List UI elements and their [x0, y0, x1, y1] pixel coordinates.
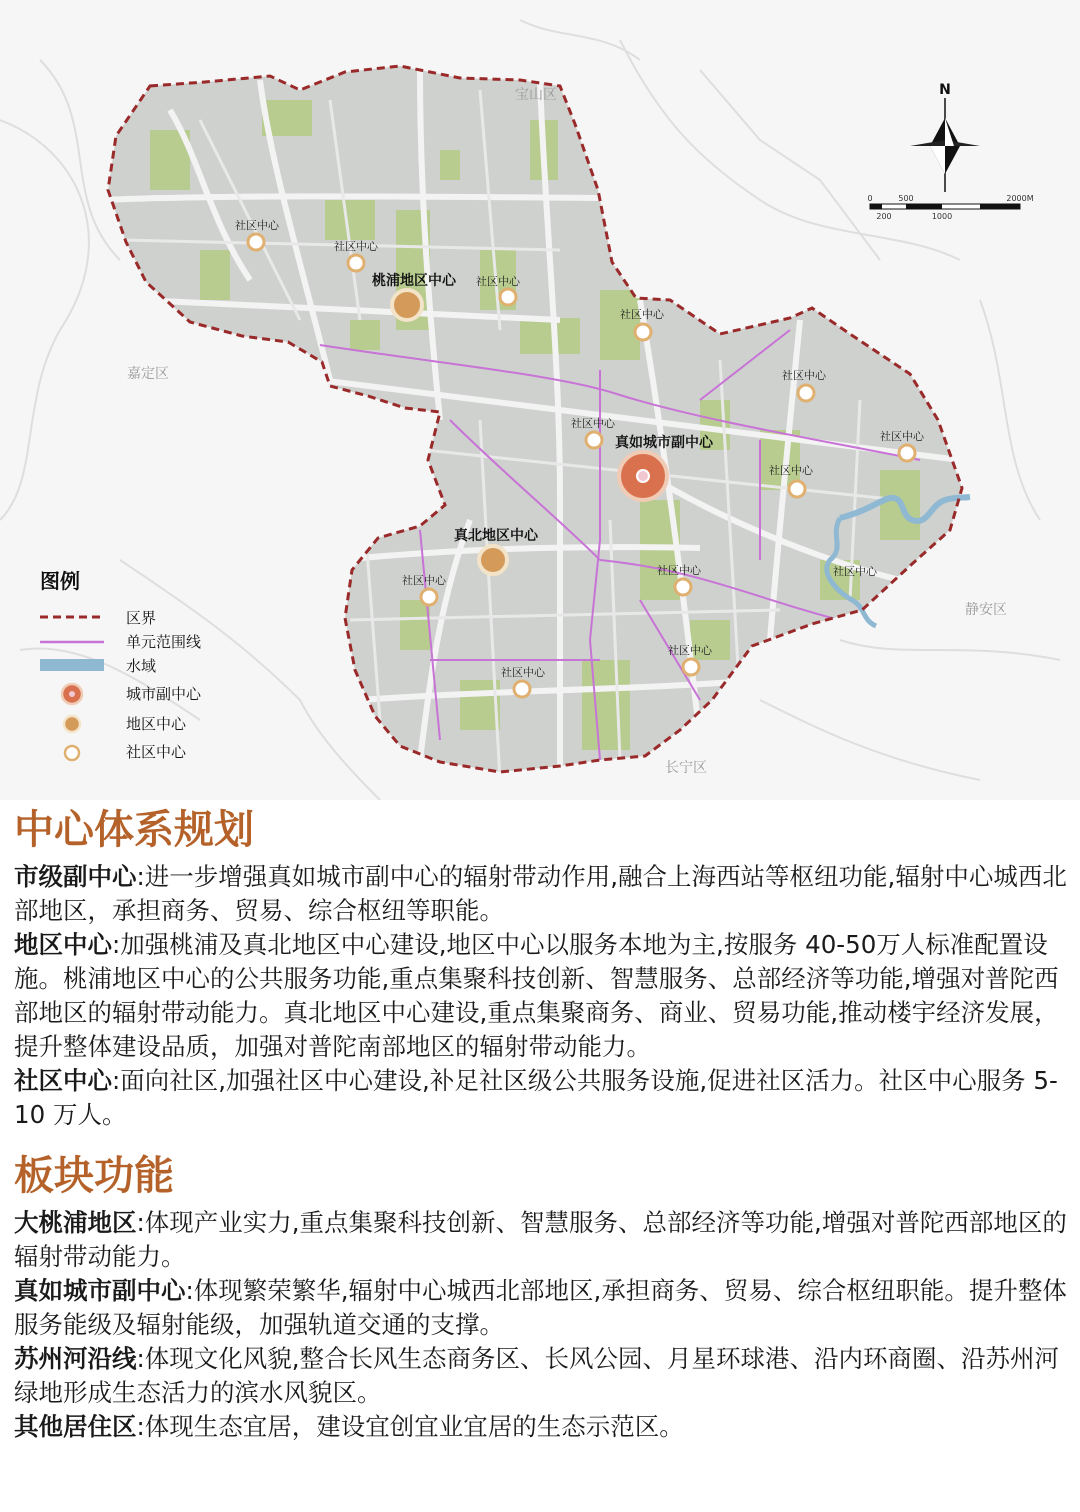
text-zhenru: :体现繁荣繁华,辐射中心城西北部地区,承担商务、贸易、综合枢纽职能。提升整体服务能级及辐射能级，加强轨道交通的支撑。 — [14, 1276, 1067, 1339]
para-residential — [14, 1410, 1070, 1444]
community-center-dot — [500, 289, 516, 305]
community-center-label: 社区中心 — [880, 430, 924, 443]
section-center-system — [14, 800, 1070, 1132]
para-city-subcenter — [14, 860, 1070, 928]
community-center-label: 社区中心 — [769, 464, 813, 477]
community-center-dot — [635, 324, 651, 340]
scale-label-2000: 2000M — [1006, 194, 1034, 203]
para-community-center — [14, 1064, 1070, 1132]
district-label-baoshan: 宝山区 — [515, 87, 557, 103]
para-taopu — [14, 1206, 1070, 1274]
community-center-dot — [899, 445, 915, 461]
district-label-jingan: 静安区 — [965, 602, 1007, 618]
text-community-center: :面向社区,加强社区中心建设,补足社区级公共服务设施,促进社区活力。社区中心服务 5-10 万人。 — [14, 1066, 1058, 1129]
community-center-label: 社区中心 — [782, 369, 826, 382]
taopu-center-label: 桃浦地区中心 — [372, 273, 456, 289]
term-district-center: 地区中心 — [14, 930, 112, 959]
district-label-changning: 长宁区 — [665, 760, 707, 776]
community-center-dot — [348, 255, 364, 271]
community-center-label: 社区中心 — [668, 644, 712, 657]
legend-label-subcenter: 城市副中心 — [126, 685, 202, 703]
community-center-dot — [789, 481, 805, 497]
text-taopu: :体现产业实力,重点集聚科技创新、智慧服务、总部经济等功能,增强对普陀西部地区的辐射带动能力。 — [14, 1208, 1067, 1271]
term-city-subcenter: 市级副中心 — [14, 862, 137, 891]
para-district-center — [14, 928, 1070, 1064]
para-zhenru — [14, 1274, 1070, 1342]
legend-label-water: 水域 — [126, 657, 157, 675]
community-center-dot — [675, 579, 691, 595]
legend-label-boundary: 区界 — [126, 609, 157, 627]
community-center-label: 社区中心 — [657, 564, 701, 577]
community-center-label: 社区中心 — [235, 219, 279, 232]
community-center-label: 社区中心 — [620, 308, 664, 321]
term-taopu: 大桃浦地区 — [14, 1208, 137, 1237]
zhenru-subcenter-label: 真如城市副中心 — [615, 435, 713, 451]
section-block-functions — [14, 1146, 1070, 1444]
legend-title: 图例 — [40, 569, 80, 593]
community-center-label: 社区中心 — [402, 574, 446, 587]
community-center-label: 社区中心 — [833, 565, 877, 578]
term-community-center: 社区中心 — [14, 1066, 112, 1095]
scale-label-500: 500 — [898, 194, 914, 203]
legend-label-unit-line: 单元范围线 — [126, 633, 202, 651]
text-suzhou-creek: :体现文化风貌,整合长风生态商务区、长风公园、月星环球港、沿内环商圈、沿苏州河绿地形成生态活力的滨水风貌区。 — [14, 1344, 1060, 1407]
para-suzhou-creek — [14, 1342, 1070, 1410]
scale-label-0: 0 — [867, 194, 873, 203]
legend-label-district-center: 地区中心 — [126, 715, 187, 733]
district-label-jiading: 嘉定区 — [127, 366, 169, 382]
community-center-label: 社区中心 — [334, 240, 378, 253]
community-center-dot — [514, 681, 530, 697]
scale-label-1000: 1000 — [931, 212, 953, 221]
community-center-label: 社区中心 — [476, 275, 520, 288]
section-title-center-system: 中心体系规划 — [14, 807, 254, 853]
zhenbei-center-label: 真北地区中心 — [454, 528, 538, 544]
north-label: N — [939, 82, 951, 98]
section-title-block-functions: 板块功能 — [14, 1153, 174, 1199]
scale-label-200: 200 — [876, 212, 892, 221]
community-center-label: 社区中心 — [501, 666, 545, 679]
term-zhenru: 真如城市副中心 — [14, 1276, 186, 1305]
article — [14, 800, 1070, 1444]
community-center-marker — [833, 564, 878, 578]
term-residential: 其他居住区 — [14, 1412, 137, 1441]
legend-label-community-center: 社区中心 — [126, 743, 187, 761]
community-center-dot — [683, 659, 699, 675]
community-center-dot — [248, 234, 264, 250]
community-center-dot — [798, 385, 814, 401]
text-district-center: :加强桃浦及真北地区中心建设,地区中心以服务本地为主,按服务 40-50万人标准配置设施。桃浦地区中心的公共服务功能,重点集聚科技创新、智慧服务、总部经济等功能,增强对普陀西部地区的辐射带动能力。真北地区中心建设,重点集聚商务、商业、贸易功能,推动楼宇经济发展，提升整体建设品质，加强对普陀南部地区的辐射带动能力。 — [14, 930, 1059, 1061]
term-suzhou-creek: 苏州河沿线 — [14, 1344, 137, 1373]
community-center-label: 社区中心 — [571, 417, 615, 430]
text-city-subcenter: :进一步增强真如城市副中心的辐射带动作用,融合上海西站等枢纽功能,辐射中心城西北部地区，承担商务、贸易、综合枢纽等职能。 — [14, 862, 1067, 925]
community-center-dot — [421, 589, 437, 605]
text-residential: :体现生态宜居，建设宜创宜业宜居的生态示范区。 — [136, 1412, 684, 1441]
community-center-dot — [586, 432, 602, 448]
